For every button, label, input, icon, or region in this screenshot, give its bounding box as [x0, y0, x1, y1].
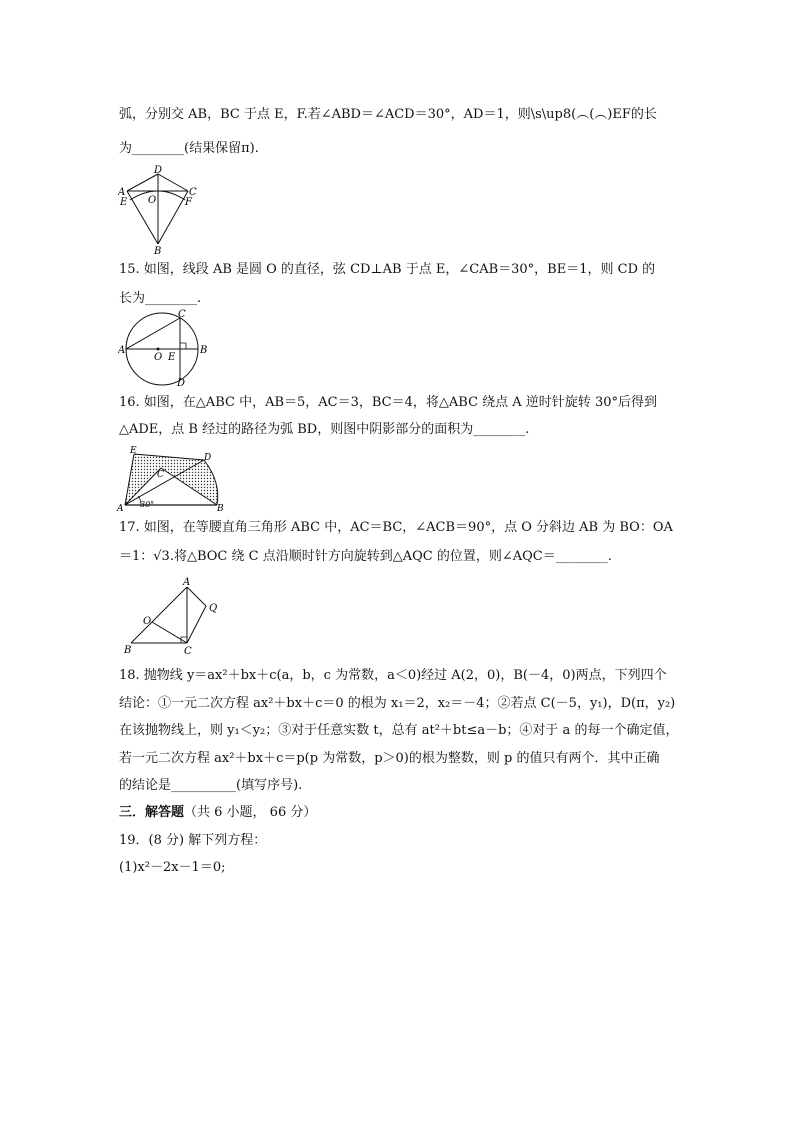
- q16-label-A: A: [117, 504, 124, 512]
- q14-text-line2: 为________(结果保留π).: [119, 141, 259, 156]
- q18-text-line5: 的结论是__________(填写序号).: [119, 778, 303, 793]
- q15-text-line2: 长为________.: [119, 291, 202, 306]
- q15-label-O: O: [154, 352, 163, 363]
- q18-text-line1: 18. 抛物线 y＝ax²＋bx＋c(a，b，c 为常数，a＜0)经过 A(2，0)，B(－4，0)两点，下列四个: [119, 668, 667, 683]
- q17-label-B: B: [124, 645, 132, 656]
- section3-subtitle: （共 6 小题， 66 分）: [184, 805, 317, 820]
- q17-label-O: O: [143, 616, 152, 627]
- q16-label-E: E: [130, 446, 137, 456]
- q14-label-D: D: [154, 165, 163, 176]
- q16-label-angle: 30°: [140, 500, 155, 509]
- q14-text-line1: 弧，分别交 AB，BC 于点 E，F.若∠ABD＝∠ACD＝30°，AD＝1，则\s\up8(︵(︵)EF的长: [119, 107, 657, 122]
- q14-figure: [118, 164, 200, 260]
- q18-text-line2: 结论：①一元二次方程 ax²＋bx＋c＝0 的根为 x₁＝2，x₂＝－4；②若点 C(－5，y₁)，D(π，y₂): [119, 696, 676, 711]
- q15-label-A: A: [118, 345, 126, 356]
- q19-text-line2: (1)x²－2x－1＝0;: [119, 860, 226, 875]
- q16-label-C: C: [157, 470, 164, 480]
- q16-figure: [116, 444, 228, 516]
- q15-figure: [118, 308, 210, 392]
- q16-label-D: D: [204, 453, 212, 463]
- q18-text-line4: 若一元二次方程 ax²＋bx＋c＝p(p 为常数，p＞0)的根为整数，则 p 的值只有两个．其中正确: [119, 751, 660, 766]
- q15-label-E: E: [168, 352, 176, 363]
- q14-label-B: B: [154, 246, 162, 256]
- section3-heading: [119, 805, 316, 821]
- q17-label-Q: Q: [209, 603, 218, 614]
- q15-label-D: D: [177, 378, 186, 388]
- q16-label-B: B: [217, 504, 224, 512]
- q17-label-A: A: [183, 577, 191, 588]
- q15-text-line1: 15. 如图，线段 AB 是圆 O 的直径，弦 CD⊥AB 于点 E，∠CAB＝30°，BE＝1，则 CD 的: [119, 262, 656, 277]
- q17-text-line1: 17. 如图，在等腰直角三角形 ABC 中，AC＝BC，∠ACB＝90°，点 O 分斜边 AB 为 BO：OA: [119, 520, 673, 535]
- q14-label-C: C: [189, 187, 197, 198]
- q18-text-line3: 在该抛物线上，则 y₁＜y₂；③对于任意实数 t，总有 at²＋bt≤a－b；④对于 a 的每一个确定值，: [119, 723, 679, 738]
- q14-label-O: O: [148, 195, 157, 206]
- q14-label-E: E: [120, 197, 128, 208]
- q17-text-line2: ＝1：√3.将△BOC 绕 C 点沿顺时针方向旋转到△AQC 的位置，则∠AQC＝________.: [119, 549, 612, 564]
- q15-label-B: B: [200, 345, 208, 356]
- q15-label-C: C: [178, 309, 186, 320]
- q14-label-F: F: [185, 197, 192, 208]
- q16-text-line2: △ADE，点 B 经过的路径为弧 BD，则图中阴影部分的面积为________.: [119, 422, 530, 437]
- q17-label-C: C: [184, 646, 192, 656]
- section3-title: 三．解答题: [119, 805, 185, 820]
- q19-text-line1: 19．(8 分) 解下列方程：: [119, 833, 267, 848]
- q17-figure: [124, 576, 224, 660]
- q16-text-line1: 16. 如图，在△ABC 中，AB＝5，AC＝3，BC＝4，将△ABC 绕点 A 逆时针旋转 30°后得到: [119, 395, 657, 410]
- q14-label-A: A: [118, 187, 126, 198]
